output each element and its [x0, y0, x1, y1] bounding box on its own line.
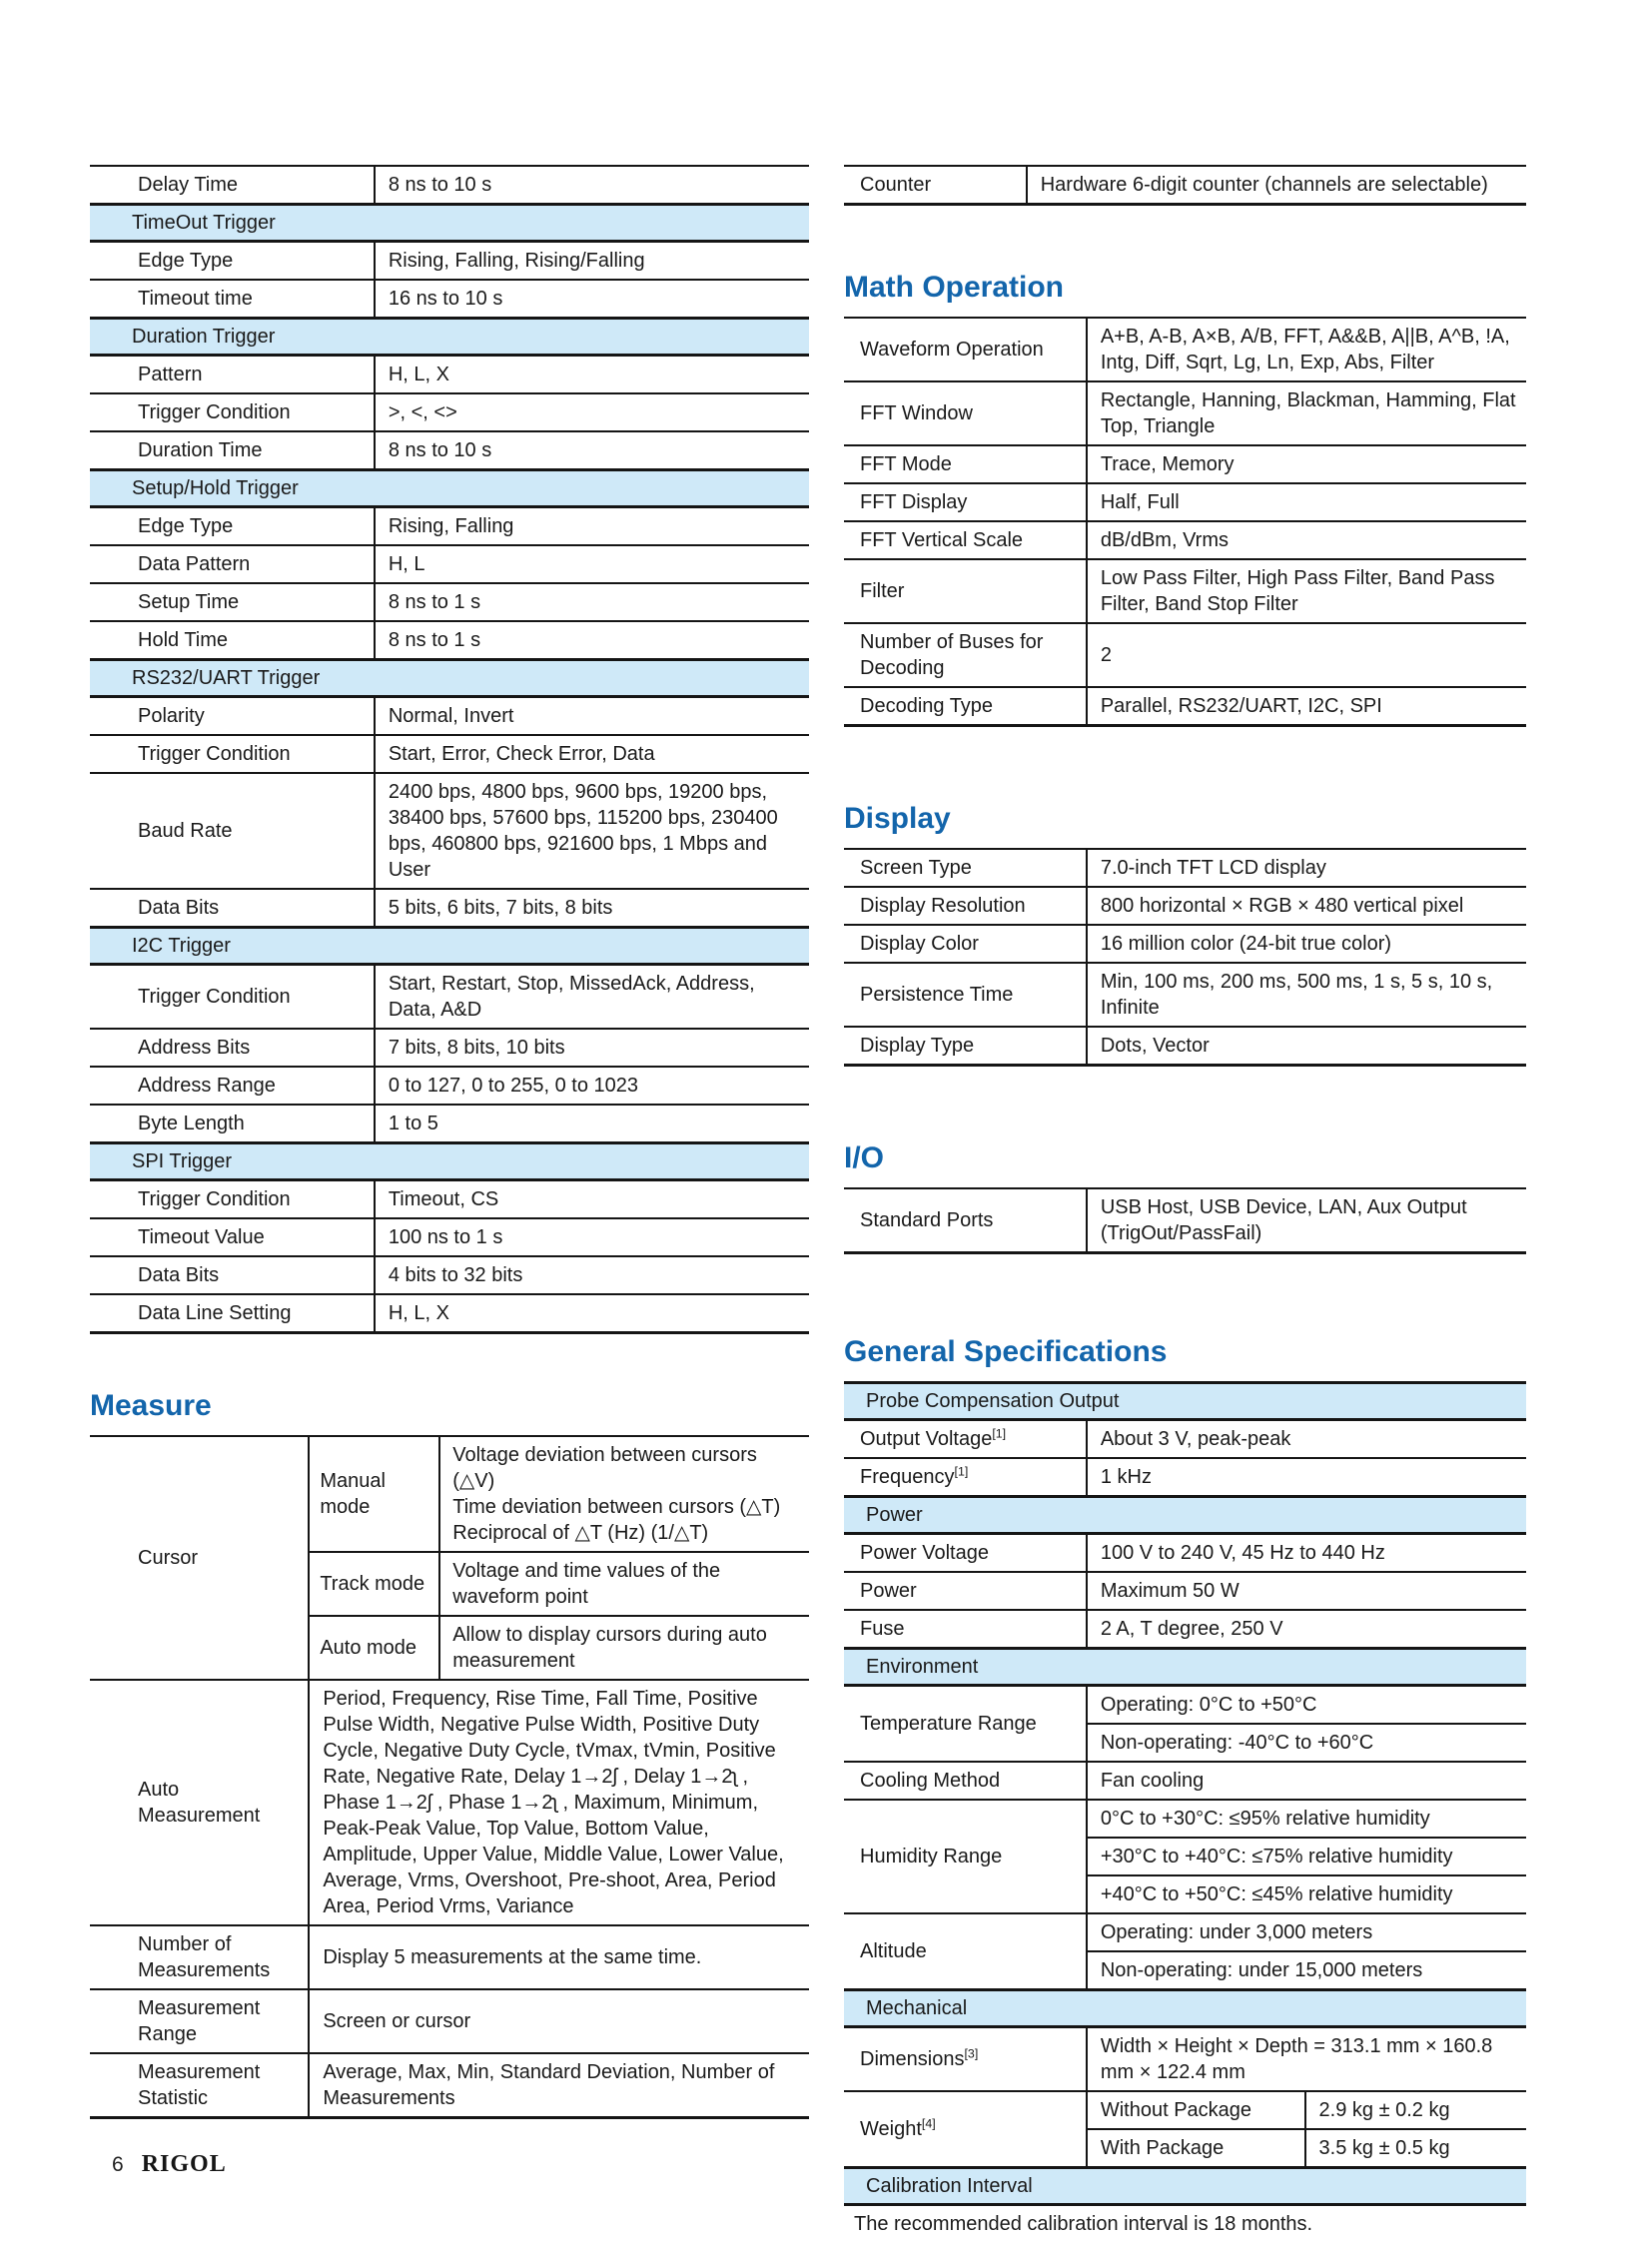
row-value: 8 ns to 1 s [388, 629, 481, 651]
spec-row [90, 1181, 809, 1219]
row-value: >, <, <> [388, 401, 457, 423]
row-label [90, 1068, 376, 1104]
row-value: Timeout, CS [388, 1188, 499, 1210]
row-label-text: Persistence Time [860, 984, 1014, 1006]
footnote-marker: [1] [954, 1464, 969, 1479]
row-label-text: Duration Time [138, 439, 263, 461]
row-value: +30°C to +40°C: ≤75% relative humidity [1100, 1846, 1453, 1868]
row-label-text: Altitude [860, 1940, 927, 1962]
spacer [90, 1334, 809, 1386]
row-label-text: Timeout Value [138, 1226, 265, 1248]
row-value: Half, Full [1100, 491, 1180, 513]
section-band: RS232/UART Trigger [90, 660, 809, 698]
row-value: 0°C to +30°C: ≤95% relative humidity [1100, 1808, 1430, 1830]
spec-row [90, 167, 809, 205]
spec-row [90, 1990, 809, 2054]
row-value: Trace, Memory [1100, 453, 1235, 475]
mode-stack [310, 1437, 809, 1679]
row-label [90, 357, 376, 392]
row-value: Fan cooling [1100, 1770, 1205, 1792]
section-band: SPI Trigger [90, 1143, 809, 1181]
row-label [90, 394, 376, 430]
value-subrow [1088, 1687, 1526, 1725]
row-value: 8 ns to 10 s [388, 439, 492, 461]
math-operation-spec-table [844, 317, 1526, 727]
row-label-text: Trigger Condition [138, 986, 291, 1008]
trigger-spec-table [90, 165, 809, 1334]
value-subrow [1088, 1876, 1526, 1912]
spec-row [844, 382, 1526, 446]
row-value: Rising, Falling, Rising/Falling [388, 250, 645, 272]
row-label [90, 584, 376, 620]
mode-description-line: Voltage deviation between cursors (△V) [452, 1444, 757, 1492]
spec-row [90, 243, 809, 281]
spec-row [844, 1459, 1526, 1497]
row-label [844, 2028, 1088, 2090]
row-label [844, 446, 1088, 482]
row-value: Non-operating: under 15,000 meters [1100, 1959, 1423, 1981]
row-label [844, 1687, 1088, 1761]
row-label-text: Waveform Operation [860, 339, 1044, 361]
row-value: 2 A, T degree, 250 V [1100, 1618, 1283, 1640]
mode-description [440, 1617, 809, 1679]
row-label-text: Baud Rate [138, 820, 233, 842]
spec-row [844, 522, 1526, 560]
spec-row [844, 2092, 1526, 2168]
mode-description [440, 1553, 809, 1615]
row-label-text: Data Pattern [138, 553, 251, 575]
spec-row [90, 1295, 809, 1333]
value-subrow [1088, 1801, 1526, 1839]
section-heading-measure: Measure [90, 1389, 212, 1422]
mode-description-line: Time deviation between cursors (△T) [452, 1496, 781, 1518]
row-value: +40°C to +50°C: ≤45% relative humidity [1100, 1883, 1453, 1905]
spec-row [90, 584, 809, 622]
row-label-text: Setup Time [138, 591, 240, 613]
row-label [844, 484, 1088, 520]
spec-row [844, 1573, 1526, 1611]
row-label [844, 964, 1088, 1026]
spec-row [90, 432, 809, 470]
io-spec-table [844, 1187, 1526, 1254]
row-label-text: FFT Vertical Scale [860, 529, 1024, 551]
row-label-text: Number of Measurements [138, 1933, 271, 1981]
section-band: Calibration Interval [844, 2168, 1526, 2206]
spec-row [90, 890, 809, 928]
row-label [844, 688, 1088, 724]
row-label-text: FFT Mode [860, 453, 952, 475]
row-label-text: Timeout time [138, 288, 253, 310]
row-label [90, 1181, 376, 1217]
spec-row [844, 560, 1526, 624]
row-value: Average, Max, Min, Standard Deviation, Number of Measurements [323, 2061, 775, 2109]
row-value: Start, Error, Check Error, Data [388, 743, 655, 765]
spec-row [844, 167, 1526, 205]
row-label-text: Data Bits [138, 1264, 220, 1286]
section-band: Environment [844, 1649, 1526, 1687]
spacer [844, 1067, 1526, 1138]
row-label [90, 2054, 310, 2116]
spacer [844, 206, 1526, 268]
section-band: TimeOut Trigger [90, 205, 809, 243]
row-label-text: Display Color [860, 933, 979, 955]
mode-subrow [310, 1617, 809, 1679]
spec-row [90, 736, 809, 774]
row-value: 0 to 127, 0 to 255, 0 to 1023 [388, 1075, 639, 1097]
row-label [844, 624, 1088, 686]
row-label-text: Trigger Condition [138, 743, 291, 765]
section-heading-io: I/O [844, 1141, 885, 1174]
spacer [844, 727, 1526, 799]
row-value: H, L, X [388, 1302, 449, 1324]
row-label-text: Decoding Type [860, 695, 994, 717]
row-label [90, 1681, 310, 1924]
row-label [844, 1421, 1088, 1457]
row-label [90, 1295, 376, 1331]
footnote-marker: [4] [921, 2116, 936, 2131]
mode-subrow [310, 1437, 809, 1553]
row-value: 2400 bps, 4800 bps, 9600 bps, 19200 bps, 38400 bps, 57600 bps, 115200 bps, 230400 bps, 460800 bps, 921600 bps, 1 Mbps and User [388, 781, 778, 881]
row-label [90, 281, 376, 317]
row-label-text: Dimensions[3] [860, 2046, 979, 2070]
section-band: Probe Compensation Output [844, 1383, 1526, 1421]
row-label-text: Hold Time [138, 629, 229, 651]
measure-spec-table [90, 1435, 809, 2119]
row-label-text: Data Bits [138, 897, 220, 919]
row-label-text: Output Voltage[1] [860, 1426, 1007, 1450]
right-column [844, 165, 1526, 2242]
spec-row [90, 546, 809, 584]
row-value: Width × Height × Depth = 313.1 mm × 160.8 mm × 122.4 mm [1100, 2035, 1493, 2083]
sub-label: With Package [1088, 2130, 1306, 2166]
mode-description-line: Reciprocal of △T (Hz) (1/△T) [452, 1522, 709, 1544]
spec-row [90, 774, 809, 890]
row-value: 1 kHz [1100, 1466, 1152, 1488]
row-value: Rising, Falling [388, 515, 514, 537]
row-label-text: FFT Window [860, 402, 973, 424]
spec-row [90, 698, 809, 736]
row-value: Parallel, RS232/UART, I2C, SPI [1100, 695, 1382, 717]
row-label-text: Number of Buses for Decoding [860, 631, 1044, 679]
row-label [844, 1914, 1088, 1988]
spacer [844, 1254, 1526, 1332]
value-stack [1088, 1914, 1526, 1988]
row-label [90, 698, 376, 734]
spec-row [90, 1437, 809, 1681]
value-subrow [1088, 1839, 1526, 1876]
row-label [844, 1763, 1088, 1799]
row-value: Normal, Invert [388, 705, 514, 727]
row-label [844, 1801, 1088, 1912]
row-label [90, 1106, 376, 1141]
row-label [90, 622, 376, 658]
row-label-text: Data Line Setting [138, 1302, 292, 1324]
spec-row [844, 1687, 1526, 1763]
row-value: Operating: under 3,000 meters [1100, 1921, 1373, 1943]
row-label [844, 167, 1028, 203]
row-value: Operating: 0°C to +50°C [1100, 1694, 1317, 1716]
row-value: About 3 V, peak-peak [1100, 1428, 1291, 1450]
mode-description [440, 1437, 809, 1551]
spec-row [844, 1914, 1526, 1990]
row-label-text: Power [860, 1580, 917, 1602]
row-label-text: Power Voltage [860, 1542, 989, 1564]
row-value: Display 5 measurements at the same time. [323, 1946, 702, 1968]
value-stack [1088, 1687, 1526, 1761]
value-subrow [1088, 1725, 1526, 1761]
spec-row [90, 1681, 809, 1926]
row-value: 7 bits, 8 bits, 10 bits [388, 1037, 565, 1059]
row-value: H, L, X [388, 364, 449, 385]
row-value: 100 ns to 1 s [388, 1226, 503, 1248]
page-number: 6 [112, 2153, 124, 2176]
row-label [844, 1189, 1088, 1251]
row-value: Min, 100 ms, 200 ms, 500 ms, 1 s, 5 s, 10 s, Infinite [1100, 971, 1493, 1019]
row-label-text: Edge Type [138, 515, 234, 537]
row-label-text: Standard Ports [860, 1209, 994, 1231]
spec-row [90, 1219, 809, 1257]
row-value: dB/dBm, Vrms [1100, 529, 1230, 551]
rigol-logo: RIGOL [141, 2151, 227, 2177]
row-label [90, 736, 376, 772]
spec-row [844, 688, 1526, 726]
display-spec-table [844, 848, 1526, 1067]
spec-row [844, 1611, 1526, 1649]
spec-row [844, 1763, 1526, 1801]
spec-note-row: The recommended calibration interval is 18 months. [844, 2206, 1526, 2242]
spec-row [90, 1030, 809, 1068]
counter-spec-table [844, 165, 1526, 206]
spec-row [90, 1257, 809, 1295]
value-subrow [1088, 1914, 1526, 1952]
row-label [844, 1573, 1088, 1609]
section-band: I2C Trigger [90, 928, 809, 966]
page-footer [90, 2149, 227, 2180]
row-value: H, L [388, 553, 425, 575]
mode-description-line: Voltage and time values of the waveform point [452, 1560, 721, 1608]
row-label [844, 1028, 1088, 1064]
section-heading-display: Display [844, 802, 951, 835]
row-label-text: Temperature Range [860, 1713, 1037, 1735]
spec-row [844, 446, 1526, 484]
sub-label: Without Package [1088, 2092, 1306, 2128]
row-label-text: Measurement Range [138, 1997, 261, 2045]
row-label-text: Measurement Statistic [138, 2061, 261, 2109]
row-label [844, 2092, 1088, 2166]
row-label [90, 546, 376, 582]
row-label-text: FFT Display [860, 491, 968, 513]
row-label [844, 888, 1088, 924]
row-value: 8 ns to 1 s [388, 591, 481, 613]
sub-value: 2.9 kg ± 0.2 kg [1318, 2099, 1450, 2121]
spec-row [844, 484, 1526, 522]
row-value: 16 ns to 10 s [388, 288, 503, 310]
row-label [844, 1535, 1088, 1571]
spec-row [844, 964, 1526, 1028]
mode-subrow [310, 1553, 809, 1617]
row-label-text: Counter [860, 174, 932, 196]
row-label-text: Byte Length [138, 1113, 245, 1134]
row-value: Rectangle, Hanning, Blackman, Hamming, Flat Top, Triangle [1100, 389, 1516, 437]
row-label-text: Delay Time [138, 174, 239, 196]
spec-row [90, 1106, 809, 1143]
row-label [90, 890, 376, 926]
row-label [90, 167, 376, 203]
row-value: Non-operating: -40°C to +60°C [1100, 1732, 1374, 1754]
row-value: A+B, A-B, A×B, A/B, FFT, A&&B, A||B, A^B, !A, Intg, Diff, Sqrt, Lg, Ln, Exp, Abs, Filter [1100, 326, 1510, 374]
row-value: 100 V to 240 V, 45 Hz to 440 Hz [1100, 1542, 1385, 1564]
left-column [90, 165, 809, 2119]
row-value: 2 [1100, 644, 1112, 666]
row-label [90, 1437, 310, 1679]
row-label-text: Display Resolution [860, 895, 1026, 917]
general-spec-table [844, 1381, 1526, 2242]
row-label [844, 319, 1088, 380]
row-label-text: Filter [860, 580, 905, 602]
spec-row [844, 1421, 1526, 1459]
value-subrow [1088, 2130, 1526, 2166]
section-heading-general-specifications: General Specifications [844, 1335, 1168, 1368]
section-band: Mechanical [844, 1990, 1526, 2028]
row-label [90, 1990, 310, 2052]
row-label-text: Trigger Condition [138, 401, 291, 423]
spec-row [844, 1189, 1526, 1253]
row-value: 4 bits to 32 bits [388, 1264, 523, 1286]
section-band: Duration Trigger [90, 319, 809, 357]
row-label [90, 243, 376, 279]
row-value: Screen or cursor [323, 2010, 471, 2032]
spec-row [844, 1028, 1526, 1066]
value-stack [1088, 1801, 1526, 1912]
row-label [844, 1611, 1088, 1647]
row-value: 800 horizontal × RGB × 480 vertical pixel [1100, 895, 1464, 917]
row-value: Hardware 6-digit counter (channels are selectable) [1040, 174, 1488, 196]
row-value: Low Pass Filter, High Pass Filter, Band Pass Filter, Band Stop Filter [1100, 567, 1495, 615]
row-label-text: Screen Type [860, 857, 972, 879]
row-value: Period, Frequency, Rise Time, Fall Time, Positive Pulse Width, Negative Pulse Width, Positive Duty Cycle, Negative Duty Cycle, tVmax, tVmin, Positive Rate, Negative Rate, Delay 1→2ʃ , Delay 1→2ʅ , Phase 1→2ʃ , Phase 1→2ʅ , Maximum, Minimum, Peak-Peak Value, Top Value, Bottom Value, Amplitude, Upper Value, Middle Value, Lower Value, Average, Vrms, Overshoot, Pre-shoot, Area, Period Area, Period Vrms, Variance [323, 1688, 784, 1917]
spec-row [90, 966, 809, 1030]
spec-row [844, 1801, 1526, 1914]
row-label [90, 1926, 310, 1988]
row-value: USB Host, USB Device, LAN, Aux Output (TrigOut/PassFail) [1100, 1196, 1467, 1244]
spec-row [844, 319, 1526, 382]
footnote-marker: [3] [964, 2046, 979, 2061]
row-label-text: Address Bits [138, 1037, 251, 1059]
spec-row [844, 1535, 1526, 1573]
spec-row [90, 394, 809, 432]
row-label [90, 432, 376, 468]
spec-row [90, 2054, 809, 2118]
row-label-text: Cursor [138, 1547, 199, 1569]
spec-row [90, 508, 809, 546]
row-label [90, 774, 376, 888]
row-label [844, 926, 1088, 962]
footnote-marker: [1] [992, 1426, 1007, 1441]
value-subrow [1088, 2092, 1526, 2130]
row-label [844, 382, 1088, 444]
spec-row [90, 281, 809, 319]
mode-description-line: Allow to display cursors during auto measurement [452, 1624, 767, 1672]
row-label-text: Edge Type [138, 250, 234, 272]
section-band: Power [844, 1497, 1526, 1535]
spec-row [844, 926, 1526, 964]
row-label [90, 966, 376, 1028]
row-value: 1 to 5 [388, 1113, 438, 1134]
section-band: Setup/Hold Trigger [90, 470, 809, 508]
row-value: 7.0-inch TFT LCD display [1100, 857, 1326, 879]
row-label [90, 1257, 376, 1293]
row-label-text: Polarity [138, 705, 205, 727]
mode-label: Track mode [310, 1553, 440, 1615]
row-label-text: Frequency[1] [860, 1464, 969, 1488]
spec-row [90, 1926, 809, 1990]
row-label-text: Humidity Range [860, 1846, 1003, 1868]
row-value: 5 bits, 6 bits, 7 bits, 8 bits [388, 897, 613, 919]
spec-row [90, 1068, 809, 1106]
value-stack [1088, 2092, 1526, 2166]
spec-row [90, 357, 809, 394]
row-label [844, 850, 1088, 886]
row-label-text: Fuse [860, 1618, 905, 1640]
row-value: Dots, Vector [1100, 1035, 1210, 1057]
row-value: 16 million color (24-bit true color) [1100, 933, 1392, 955]
spec-row [90, 622, 809, 660]
row-label-text: Address Range [138, 1075, 276, 1097]
spec-row [844, 2028, 1526, 2092]
row-label [90, 1030, 376, 1066]
row-value: Maximum 50 W [1100, 1580, 1239, 1602]
row-label [844, 1459, 1088, 1495]
spec-row [844, 850, 1526, 888]
spec-row [844, 624, 1526, 688]
spec-row [844, 888, 1526, 926]
row-label-text: Trigger Condition [138, 1188, 291, 1210]
row-value: Start, Restart, Stop, MissedAck, Address, Data, A&D [388, 973, 755, 1021]
row-label-text: Auto Measurement [138, 1779, 261, 1827]
section-heading-math-operation: Math Operation [844, 271, 1065, 304]
row-label-text: Weight[4] [860, 2116, 936, 2140]
row-label [844, 522, 1088, 558]
value-subrow [1088, 1952, 1526, 1988]
mode-label: Auto mode [310, 1617, 440, 1679]
row-label [844, 560, 1088, 622]
row-label [90, 1219, 376, 1255]
row-label-text: Pattern [138, 364, 203, 385]
row-value: 8 ns to 10 s [388, 174, 492, 196]
row-label-text: Cooling Method [860, 1770, 1001, 1792]
sub-value: 3.5 kg ± 0.5 kg [1318, 2137, 1450, 2159]
row-label [90, 508, 376, 544]
mode-label: Manual mode [310, 1437, 440, 1551]
row-label-text: Display Type [860, 1035, 975, 1057]
